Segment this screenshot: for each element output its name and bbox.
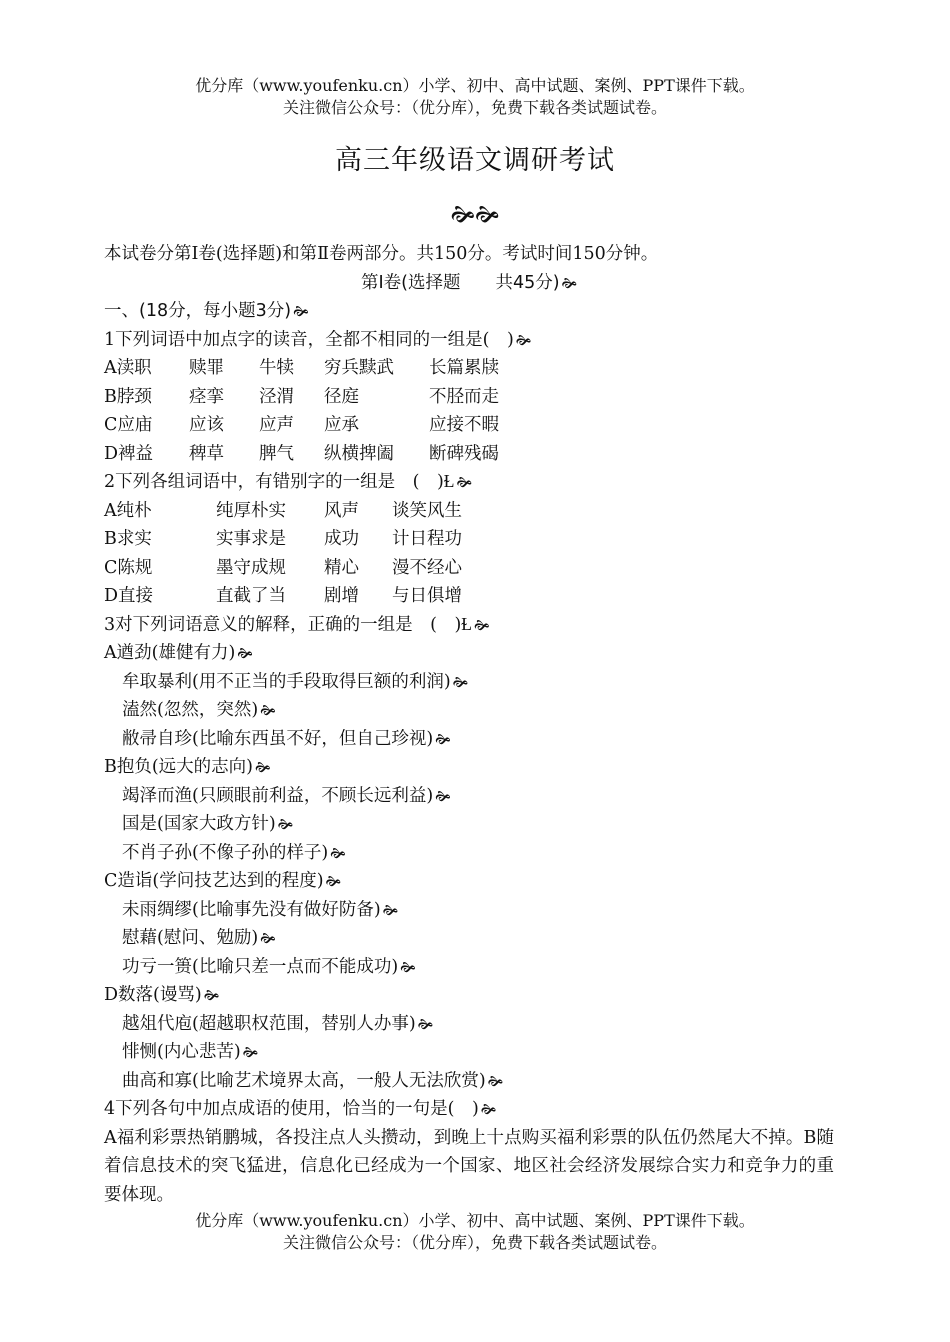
ornament-icon: 🙞 <box>237 646 253 662</box>
question-1-stem <box>104 326 834 355</box>
question-1-option-d <box>104 440 834 469</box>
question-1-option-b <box>104 383 834 412</box>
option-cell: 实事求是 <box>216 529 286 549</box>
question-1-option-a <box>104 354 834 383</box>
definition-text: 敝帚自珍(比喻东西虽不好，但自己珍视) <box>122 728 434 749</box>
page-title: 高三年级语文调研考试 <box>335 145 615 176</box>
option-cell: C陈规 <box>104 557 153 578</box>
footer-banner <box>0 1210 950 1254</box>
question-stem-text: 2下列各组词语中，有错别字的一组是 ( )Ɫ <box>104 472 455 492</box>
ornament-icon: 🙞 <box>260 931 276 947</box>
question-4-stem <box>104 1095 834 1124</box>
question-2-option-b <box>104 525 834 554</box>
definition-item <box>104 953 834 982</box>
ornament-icon: 🙞🙞 <box>450 203 500 228</box>
definition-text: 竭泽而渔(只顾眼前利益，不顾长远利益) <box>122 785 434 806</box>
question-2-option-c <box>104 554 834 583</box>
header-banner <box>0 75 950 119</box>
ornament-icon: 🙞 <box>382 902 399 919</box>
part-heading-text: 一、(18分，每小题3分) <box>104 301 292 321</box>
definition-text: 越俎代庖(超越职权范围，替别人办事) <box>122 1013 416 1034</box>
definition-item <box>104 839 834 868</box>
definition-item <box>104 725 834 754</box>
group-label: B抱负(远大的志向) <box>104 757 254 777</box>
definition-item <box>104 1067 834 1096</box>
question-stem-text: 4下列各句中加点成语的使用，恰当的一句是( ) <box>104 1099 479 1119</box>
option-cell: D直接 <box>104 586 154 606</box>
definition-item <box>104 782 834 811</box>
option-cell: C应庙 <box>104 415 153 435</box>
option-cell: 应接不暇 <box>429 415 499 435</box>
ornament-icon: 🙞 <box>277 817 294 833</box>
option-cell: 痉挛 <box>189 386 224 407</box>
option-cell: 应声 <box>259 415 294 435</box>
option-cell: 成功 <box>324 529 359 549</box>
option-cell: 与日俱增 <box>392 586 462 606</box>
option-cell: 精心 <box>324 557 359 578</box>
option-cell: 泾渭 <box>259 386 294 407</box>
ornament-icon: 🙞 <box>330 845 346 862</box>
intro: 本试卷分第Ⅰ卷(选择题)和第Ⅱ卷两部分。共150分。考试时间150分钟。 <box>104 244 659 264</box>
ornament-icon: 🙞 <box>435 731 451 748</box>
group-label: C造诣(学问技艺达到的程度) <box>104 871 324 891</box>
option-cell: A渎职 <box>104 358 152 378</box>
question-2-stem <box>104 468 834 497</box>
question-2-option-d <box>104 582 834 611</box>
definition-text: 慰藉(慰问、勉励) <box>122 928 259 948</box>
group-label: D数落(谩骂) <box>104 985 202 1005</box>
option-cell: 牛犊 <box>259 358 294 378</box>
option-cell: B求实 <box>104 529 152 549</box>
option-cell: 长篇累牍 <box>429 358 499 378</box>
definition-item <box>104 1010 834 1039</box>
option-cell: 剧增 <box>324 586 359 606</box>
option-cell: 穷兵黩武 <box>324 358 394 378</box>
ornament-icon: 🙞 <box>480 1102 497 1118</box>
option-cell: 漫不经心 <box>392 557 462 578</box>
ornament-icon: 🙞 <box>561 275 578 292</box>
definition-text: 未雨绸缪(比喻事先没有做好防备) <box>122 899 381 920</box>
definition-text: 悱恻(内心悲苦) <box>122 1042 241 1062</box>
option-cell: 径庭 <box>324 386 359 407</box>
ornament-icon: 🙞 <box>242 1045 259 1061</box>
option-cell: 计日程功 <box>392 529 462 549</box>
part-heading <box>104 297 834 326</box>
ornament-icon: 🙞 <box>452 674 469 691</box>
question-3-group-b <box>104 753 834 782</box>
definition-item <box>104 924 834 953</box>
section-heading-text: 第Ⅰ卷(选择题 共45分) <box>360 272 560 293</box>
definition-text: 牟取暴利(用不正当的手段取得巨额的利润) <box>122 671 451 692</box>
group-label: A遒劲(雄健有力) <box>104 643 236 663</box>
ornament-icon: 🙞 <box>456 475 472 491</box>
option-cell: 赎罪 <box>189 358 224 378</box>
question-3-stem <box>104 611 834 640</box>
header-line-2: 关注微信公众号：（优分库），免费下载各类试题试卷。 <box>282 98 667 117</box>
ornament-icon: 🙞 <box>417 1016 434 1033</box>
definition-item <box>104 696 834 725</box>
definition-text: 国是(国家大政方针) <box>122 814 276 834</box>
option-cell: B脖颈 <box>104 386 152 407</box>
question-3-group-c <box>104 867 834 896</box>
ornament-icon: 🙞 <box>487 1073 504 1090</box>
option-cell: 脾气 <box>259 443 294 464</box>
header-line-1: 优分库（www.youfenku.cn）小学、初中、高中试题、案例、PPT课件下载。 <box>195 76 755 95</box>
question-4-text: A福利彩票热销鹏城，各投注点人头攒动，到晚上十点购买福利彩票的队伍仍然尾大不掉。B随着信息技术的突飞猛进，信息化已经成为一个国家、地区社会经济发展综合实力和竞争力的重要体现。 <box>104 1127 834 1205</box>
question-3-group-a <box>104 639 834 668</box>
option-cell: D裨益 <box>104 443 154 464</box>
definition-text: 曲高和寡(比喻艺术境界太高，一般人无法欣赏) <box>122 1070 486 1091</box>
question-2-option-a <box>104 497 834 526</box>
option-cell: 纵横捭阖 <box>324 443 394 464</box>
exam-content <box>104 240 834 1209</box>
option-cell: 应承 <box>324 415 359 435</box>
option-cell: 谈笑风生 <box>392 500 462 521</box>
ornament-icon: 🙞 <box>515 332 532 349</box>
option-cell: 不胫而走 <box>429 386 499 407</box>
ornament-icon: 🙞 <box>473 617 490 634</box>
definition-item <box>104 810 834 839</box>
definition-text: 不肖子孙(不像子孙的样子) <box>122 842 329 863</box>
definition-item <box>104 668 834 697</box>
definition-text: 溘然(忽然，突然) <box>122 700 259 720</box>
question-1-option-c <box>104 411 834 440</box>
option-cell: 直截了当 <box>216 586 286 606</box>
question-stem-text: 1下列词语中加点字的读音，全都不相同的一组是( ) <box>104 329 514 350</box>
footer-line-1: 优分库（www.youfenku.cn）小学、初中、高中试题、案例、PPT课件下载。 <box>195 1211 755 1230</box>
ornament-icon: 🙞 <box>255 760 271 776</box>
ornament-icon: 🙞 <box>325 874 342 890</box>
ornament-icon: 🙞 <box>400 959 416 976</box>
question-3-group-d <box>104 981 834 1010</box>
ornament-icon: 🙞 <box>203 988 220 1004</box>
footer-line-2: 关注微信公众号：（优分库），免费下载各类试题试卷。 <box>282 1233 667 1252</box>
section-heading <box>104 269 834 298</box>
ornament-icon: 🙞 <box>435 788 451 805</box>
option-cell: 墨守成规 <box>216 557 286 578</box>
option-cell: 风声 <box>324 500 359 521</box>
ornament-icon: 🙞 <box>293 304 309 320</box>
definition-item <box>104 1038 834 1067</box>
ornament-icon: 🙞 <box>260 703 276 719</box>
option-cell: 纯厚朴实 <box>216 500 286 521</box>
option-cell: A纯朴 <box>104 500 152 521</box>
definition-text: 功亏一篑(比喻只差一点而不能成功) <box>122 956 399 977</box>
option-cell: 断碑残碣 <box>429 443 499 464</box>
option-cell: 稗草 <box>189 443 224 464</box>
question-stem-text: 3对下列词语意义的解释，正确的一组是 ( )Ɫ <box>104 614 472 635</box>
definition-item <box>104 896 834 925</box>
option-cell: 应该 <box>189 415 224 435</box>
